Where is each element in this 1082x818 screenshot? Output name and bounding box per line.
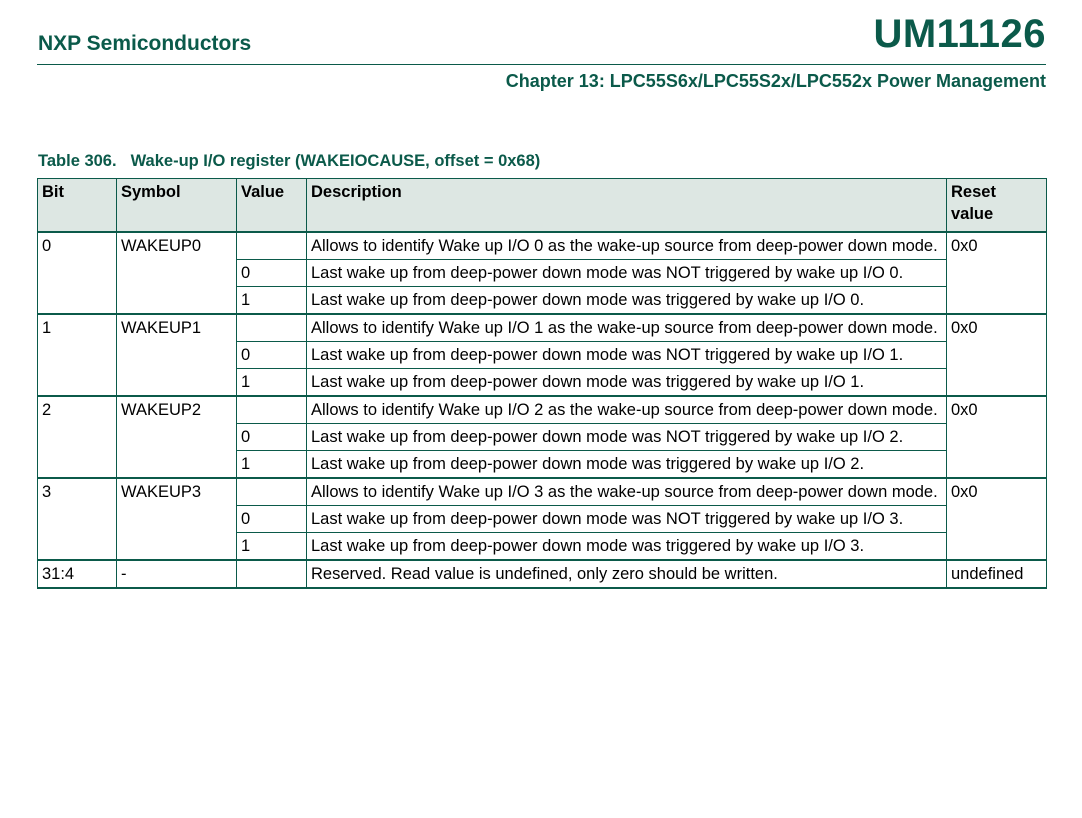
table-row <box>38 396 1047 424</box>
description-cell: Allows to identify Wake up I/O 2 as the wake-up source from deep-power down mode. <box>307 396 947 424</box>
col-header-symbol: Symbol <box>117 179 237 233</box>
description-cell: Allows to identify Wake up I/O 0 as the wake-up source from deep-power down mode. <box>307 232 947 260</box>
register-table <box>37 178 1047 589</box>
table-row <box>38 560 1047 588</box>
description-cell: Last wake up from deep-power down mode was NOT triggered by wake up I/O 1. <box>307 342 947 369</box>
chapter-title: Chapter 13: LPC55S6x/LPC55S2x/LPC552x Power Management <box>505 71 1046 91</box>
table-row <box>38 478 1047 506</box>
bit-cell: 31:4 <box>38 560 117 588</box>
description-cell: Allows to identify Wake up I/O 1 as the wake-up source from deep-power down mode. <box>307 314 947 342</box>
value-cell: 0 <box>237 260 307 287</box>
symbol-cell: WAKEUP3 <box>117 478 237 560</box>
bit-cell: 0 <box>38 232 117 314</box>
reset-value-cell: 0x0 <box>947 314 1047 396</box>
bit-cell: 1 <box>38 314 117 396</box>
description-cell: Reserved. Read value is undefined, only zero should be written. <box>307 560 947 588</box>
value-cell: 1 <box>237 287 307 315</box>
reset-value-cell: 0x0 <box>947 232 1047 314</box>
symbol-cell: - <box>117 560 237 588</box>
value-cell: 0 <box>237 506 307 533</box>
col-header-description: Description <box>307 179 947 233</box>
symbol-cell: WAKEUP1 <box>117 314 237 396</box>
value-cell <box>237 396 307 424</box>
reset-value-cell: 0x0 <box>947 396 1047 478</box>
bit-cell: 3 <box>38 478 117 560</box>
reset-value-cell: 0x0 <box>947 478 1047 560</box>
header-rule <box>37 64 1046 65</box>
col-header-bit: Bit <box>38 179 117 233</box>
company-name: NXP Semiconductors <box>38 32 252 55</box>
value-cell <box>237 478 307 506</box>
symbol-cell: WAKEUP0 <box>117 232 237 314</box>
description-cell: Last wake up from deep-power down mode was triggered by wake up I/O 1. <box>307 369 947 397</box>
value-cell <box>237 232 307 260</box>
col-header-reset-value: Reset value <box>947 179 1047 233</box>
table-body <box>38 232 1047 588</box>
description-cell: Last wake up from deep-power down mode was NOT triggered by wake up I/O 2. <box>307 424 947 451</box>
description-cell: Last wake up from deep-power down mode was triggered by wake up I/O 3. <box>307 533 947 561</box>
value-cell <box>237 314 307 342</box>
table-title: Wake-up I/O register (WAKEIOCAUSE, offset = 0x68) <box>130 152 541 170</box>
document-id: UM11126 <box>873 12 1046 56</box>
description-cell: Last wake up from deep-power down mode was triggered by wake up I/O 2. <box>307 451 947 479</box>
value-cell: 1 <box>237 533 307 561</box>
value-cell: 0 <box>237 424 307 451</box>
table-number: Table 306. <box>38 152 117 170</box>
description-cell: Last wake up from deep-power down mode was triggered by wake up I/O 0. <box>307 287 947 315</box>
value-cell: 1 <box>237 369 307 397</box>
col-header-value: Value <box>237 179 307 233</box>
value-cell: 0 <box>237 342 307 369</box>
table-header-row <box>38 179 1047 233</box>
table-row <box>38 232 1047 260</box>
symbol-cell: WAKEUP2 <box>117 396 237 478</box>
description-cell: Last wake up from deep-power down mode was NOT triggered by wake up I/O 0. <box>307 260 947 287</box>
description-cell: Allows to identify Wake up I/O 3 as the wake-up source from deep-power down mode. <box>307 478 947 506</box>
value-cell <box>237 560 307 588</box>
table-caption <box>38 152 540 171</box>
table-row <box>38 314 1047 342</box>
value-cell: 1 <box>237 451 307 479</box>
description-cell: Last wake up from deep-power down mode was NOT triggered by wake up I/O 3. <box>307 506 947 533</box>
reset-value-cell: undefined <box>947 560 1047 588</box>
bit-cell: 2 <box>38 396 117 478</box>
